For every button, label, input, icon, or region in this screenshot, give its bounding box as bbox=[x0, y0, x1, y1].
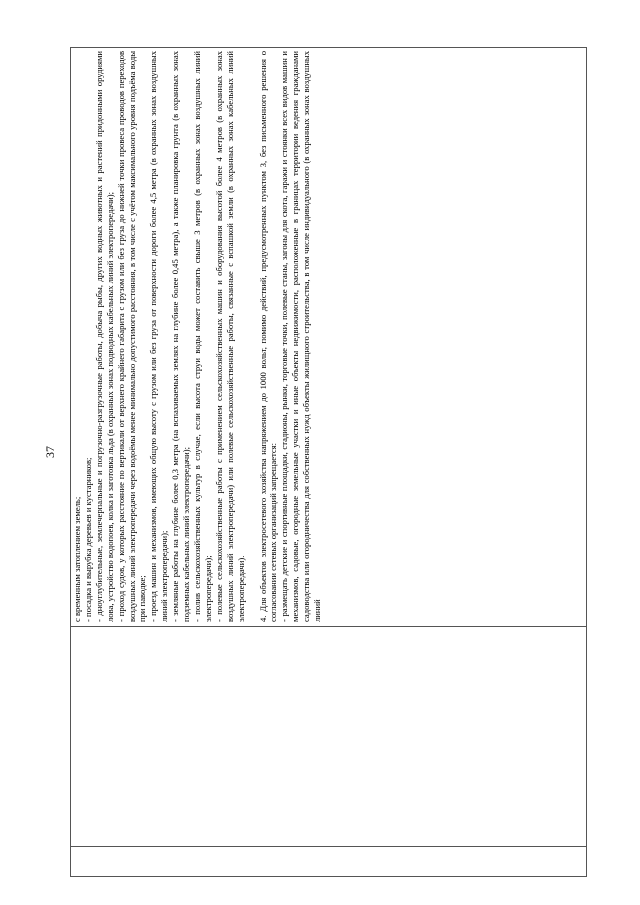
table-row bbox=[71, 48, 587, 877]
text-line: - земляные работы на глубине более 0,3 метра (на вспахиваемых землях на глубине более 0,45 метра), а также планировка грунта (в охранных зонах подземных кабельных линий электропередачи); bbox=[170, 51, 192, 622]
text-line: с временным затоплением земель; bbox=[72, 496, 82, 622]
table-cell-name bbox=[71, 627, 587, 847]
table-cell-text bbox=[71, 48, 587, 627]
text-line: - посадка и вырубка деревьев и кустарников; bbox=[82, 457, 93, 622]
text-line: - дноуглубительные, землечерпальные и погрузочно-разгрузочные работы, добыча рыбы, других водных животных и растений придонными орудиями лова, устройство водопоев, колка и заготовка льда (в охранных зонах подводных кабельных линий электропередачи); bbox=[93, 51, 115, 622]
text-line: - проход судов, у которых расстояние по вертикали от верхнего крайнего габарита с грузом или без груза до нижней точки провеса проводов переходов воздушных линий электропередачи через водоёмы менее минимально допустимого расстояния, в том числе с учётом максимального уровня подъёма воды при паводке; bbox=[115, 51, 148, 622]
page-number: 37 bbox=[43, 446, 57, 458]
text-line: 4. Для объектов электросетевого хозяйства напряжением до 1000 вольт, помимо действий, предусмотренных пунктом 3, без письменного решения о согласовании сетевых организаций запрещается: bbox=[257, 51, 279, 622]
text-line: - полевые сельскохозяйственные работы с применением сельскохозяйственных машин и оборудования высотой более 4 метров (в охранных зонах воздушных линий электропередачи) или полевые сельскохозяйственные работы, связанные с вспашкой земли (в охранных зонах кабельных линий электропередачи). bbox=[213, 51, 246, 622]
document-table bbox=[70, 47, 587, 877]
text-line: - проезд машин и механизмов, имеющих общую высоту с грузом или без груза от поверхности дороги более 4,5 метра (в охранных зонах воздушных линий электропередачи); bbox=[148, 51, 170, 622]
text-line: - полив сельскохозяйственных культур в случае, если высота струи воды может составить свыше 3 метров (в охранных зонах воздушных линий электропередачи); bbox=[191, 51, 213, 622]
text-line: - размещать детские и спортивные площадки, стадионы, рынки, торговые точки, полевые станы, загоны для скота, гаражи и стоянки всех видов машин и механизмов, садовые, огородные земельные участки и иные объекты недвижимости, расположенные в границах территории ведения гражданами садоводства или огородничества для собственных нужд объекты жилищного строительства, в том числе индивидуального (в охранных зонах воздушных линий bbox=[279, 51, 323, 622]
rotated-page bbox=[70, 48, 586, 877]
table-cell-number bbox=[71, 847, 587, 877]
paragraph-gap bbox=[247, 51, 258, 622]
